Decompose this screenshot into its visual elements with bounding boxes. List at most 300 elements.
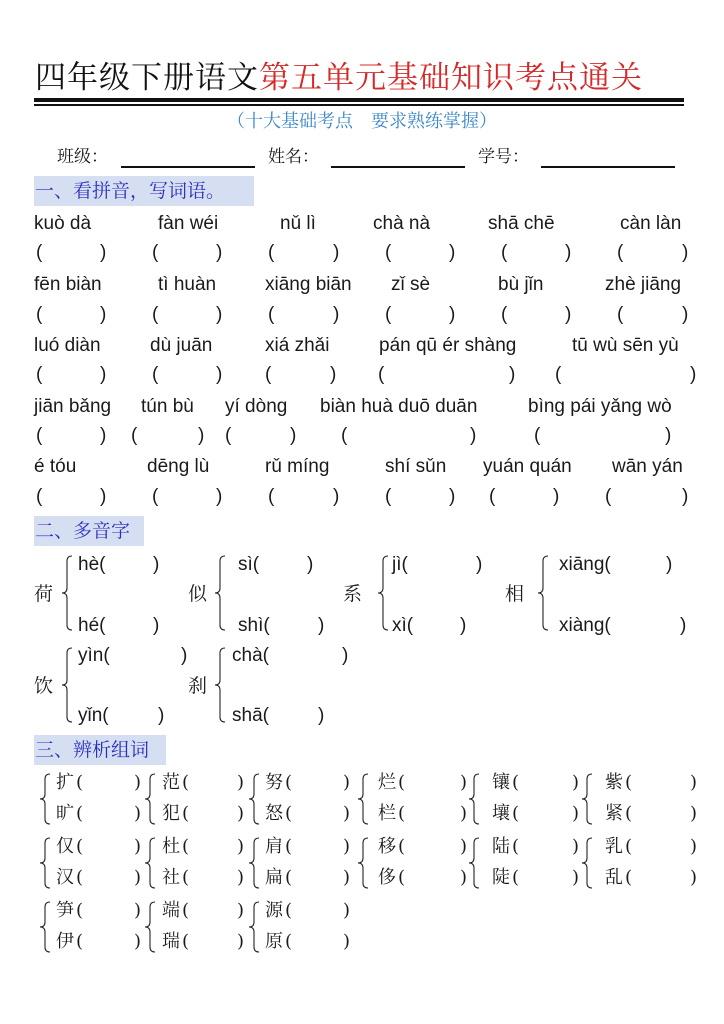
reading-answer-blank[interactable] (238, 553, 317, 577)
subtitle: （十大基础考点 要求熟练掌握） (227, 111, 497, 132)
reading-answer-blank[interactable] (559, 553, 676, 577)
close-paren: ) (682, 304, 689, 325)
answer-blank[interactable] (152, 304, 224, 326)
open-paren: ( (76, 772, 84, 793)
close-paren: ) (460, 615, 467, 636)
pinyin-prompt: bìng pái yǎng wò (528, 396, 672, 417)
word-char: 侈 (378, 867, 396, 888)
pinyin-prompt: zhè jiāng (605, 274, 682, 295)
open-paren: ( (76, 867, 84, 888)
curly-brace-icon (143, 773, 157, 825)
open-paren: ( (285, 772, 293, 793)
reading-answer-blank[interactable] (559, 614, 690, 638)
open-paren: ( (534, 425, 541, 446)
close-paren: ) (690, 867, 698, 888)
reading-answer-blank[interactable] (238, 614, 328, 638)
close-paren: ) (198, 425, 205, 446)
open-paren: ( (285, 867, 293, 888)
close-paren: ) (333, 304, 340, 325)
pinyin-prompt: tì huàn (158, 274, 217, 295)
close-paren: ) (237, 772, 245, 793)
close-paren: ) (318, 705, 325, 726)
reading-pinyin: xiàng( (559, 615, 611, 636)
open-paren: ( (512, 772, 520, 793)
word-char: 扁 (265, 867, 283, 888)
open-paren: ( (76, 931, 84, 952)
class-field[interactable] (121, 166, 255, 168)
curly-brace-icon (580, 837, 594, 889)
word-char: 努 (265, 772, 283, 793)
pinyin-prompt: yuán quán (483, 456, 572, 477)
close-paren: ) (565, 304, 572, 325)
close-paren: ) (237, 803, 245, 824)
name-field[interactable] (331, 166, 465, 168)
open-paren: ( (385, 304, 392, 325)
close-paren: ) (100, 242, 107, 263)
open-paren: ( (36, 425, 43, 446)
close-paren: ) (134, 803, 142, 824)
curly-brace-icon (213, 555, 227, 631)
answer-blank[interactable] (152, 486, 224, 508)
open-paren: ( (625, 772, 633, 793)
curly-brace-icon (38, 901, 52, 953)
word-answer-blank[interactable] (378, 866, 478, 890)
word-char: 仅 (56, 836, 74, 857)
word-answer-blank[interactable] (265, 930, 361, 954)
open-paren: ( (512, 836, 520, 857)
close-paren: ) (216, 486, 223, 507)
word-char: 扩 (56, 772, 74, 793)
close-paren: ) (682, 242, 689, 263)
word-char: 壤 (492, 803, 510, 824)
close-paren: ) (449, 242, 456, 263)
open-paren: ( (285, 931, 293, 952)
close-paren: ) (237, 867, 245, 888)
close-paren: ) (690, 364, 697, 385)
word-answer-blank[interactable] (265, 835, 361, 859)
answer-blank[interactable] (36, 304, 108, 326)
word-answer-blank[interactable] (162, 866, 255, 890)
close-paren: ) (237, 900, 245, 921)
reading-pinyin: yìn( (78, 645, 110, 666)
answer-blank[interactable] (501, 304, 573, 326)
close-paren: ) (572, 803, 580, 824)
word-answer-blank[interactable] (265, 771, 361, 795)
answer-blank[interactable] (268, 486, 341, 508)
close-paren: ) (100, 425, 107, 446)
close-paren: ) (153, 554, 160, 575)
polyphone-char: 饮 (34, 675, 54, 697)
open-paren: ( (617, 242, 624, 263)
pinyin-prompt: é tóu (34, 456, 77, 477)
close-paren: ) (553, 486, 560, 507)
word-answer-blank[interactable] (265, 802, 361, 826)
word-char: 旷 (56, 803, 74, 824)
answer-blank[interactable] (617, 304, 690, 326)
word-answer-blank[interactable] (162, 930, 255, 954)
close-paren: ) (100, 304, 107, 325)
polyphone-char: 似 (188, 583, 208, 605)
word-answer-blank[interactable] (162, 771, 255, 795)
open-paren: ( (152, 304, 159, 325)
word-answer-blank[interactable] (265, 899, 361, 923)
word-char: 陡 (492, 867, 510, 888)
curly-brace-icon (356, 773, 370, 825)
word-answer-blank[interactable] (605, 771, 708, 795)
close-paren: ) (682, 486, 689, 507)
answer-blank[interactable] (36, 486, 108, 508)
close-paren: ) (460, 867, 468, 888)
answer-blank[interactable] (385, 304, 457, 326)
word-answer-blank[interactable] (492, 771, 590, 795)
open-paren: ( (285, 900, 293, 921)
open-paren: ( (76, 836, 84, 857)
close-paren: ) (343, 900, 351, 921)
title-unit: 第五单元基础知识考点通关 (259, 60, 643, 96)
reading-answer-blank[interactable] (78, 614, 163, 638)
word-char: 栏 (378, 803, 396, 824)
pinyin-prompt: wān yán (612, 456, 683, 477)
word-answer-blank[interactable] (56, 930, 152, 954)
close-paren: ) (509, 364, 516, 385)
reading-answer-blank[interactable] (78, 644, 191, 668)
word-char: 犯 (162, 803, 180, 824)
open-paren: ( (182, 900, 190, 921)
reading-pinyin: chà( (232, 645, 269, 666)
word-answer-blank[interactable] (56, 899, 152, 923)
open-paren: ( (182, 836, 190, 857)
pinyin-prompt: kuò dà (34, 213, 92, 234)
word-answer-blank[interactable] (605, 802, 708, 826)
answer-blank[interactable] (225, 425, 298, 447)
close-paren: ) (572, 836, 580, 857)
open-paren: ( (555, 364, 562, 385)
word-char: 笋 (56, 900, 74, 921)
open-paren: ( (398, 867, 406, 888)
curly-brace-icon (467, 773, 481, 825)
close-paren: ) (460, 836, 468, 857)
reading-pinyin: hé( (78, 615, 106, 636)
curly-brace-icon (213, 647, 227, 723)
pinyin-prompt: tún bù (141, 396, 194, 417)
word-answer-blank[interactable] (56, 866, 152, 890)
open-paren: ( (512, 803, 520, 824)
curly-brace-icon (247, 837, 261, 889)
close-paren: ) (470, 425, 477, 446)
word-answer-blank[interactable] (378, 802, 478, 826)
open-paren: ( (76, 900, 84, 921)
close-paren: ) (181, 645, 188, 666)
word-char: 源 (265, 900, 283, 921)
reading-pinyin: shì( (238, 615, 270, 636)
answer-blank[interactable] (385, 486, 457, 508)
pinyin-prompt: xiá zhǎi (265, 335, 330, 356)
pinyin-prompt: fēn biàn (34, 274, 102, 295)
answer-blank[interactable] (378, 364, 517, 386)
section-1-heading: 一、看拼音，写词语。 (34, 176, 254, 206)
pinyin-prompt: rǔ míng (265, 456, 330, 477)
close-paren: ) (330, 364, 337, 385)
word-char: 瑞 (162, 931, 180, 952)
pinyin-prompt: chà nà (373, 213, 431, 234)
curly-brace-icon (60, 555, 74, 631)
close-paren: ) (690, 836, 698, 857)
answer-blank[interactable] (555, 364, 698, 386)
word-char: 杜 (162, 836, 180, 857)
open-paren: ( (489, 486, 496, 507)
open-paren: ( (225, 425, 232, 446)
pinyin-prompt: pán qū ér shàng (379, 335, 517, 356)
close-paren: ) (572, 867, 580, 888)
close-paren: ) (665, 425, 672, 446)
curly-brace-icon (580, 773, 594, 825)
word-char: 社 (162, 867, 180, 888)
answer-blank[interactable] (265, 364, 338, 386)
close-paren: ) (476, 554, 483, 575)
pinyin-prompt: biàn huà duō duān (320, 396, 478, 417)
close-paren: ) (449, 304, 456, 325)
word-char: 乳 (605, 836, 623, 857)
close-paren: ) (100, 486, 107, 507)
close-paren: ) (216, 242, 223, 263)
reading-pinyin: xì( (392, 615, 414, 636)
close-paren: ) (666, 554, 673, 575)
curly-brace-icon (247, 773, 261, 825)
reading-pinyin: sì( (238, 554, 260, 575)
pinyin-prompt: nǔ lì (280, 213, 316, 234)
close-paren: ) (216, 364, 223, 385)
word-answer-blank[interactable] (162, 899, 255, 923)
curly-brace-icon (376, 555, 390, 631)
close-paren: ) (572, 772, 580, 793)
open-paren: ( (378, 364, 385, 385)
open-paren: ( (625, 803, 633, 824)
open-paren: ( (512, 867, 520, 888)
close-paren: ) (290, 425, 297, 446)
student-id-label: 学号： (478, 147, 529, 167)
word-answer-blank[interactable] (492, 835, 590, 859)
page-title (35, 58, 643, 98)
reading-answer-blank[interactable] (78, 704, 168, 728)
polyphone-char: 刹 (188, 675, 208, 697)
open-paren: ( (182, 803, 190, 824)
open-paren: ( (398, 772, 406, 793)
word-answer-blank[interactable] (265, 866, 361, 890)
curly-brace-icon (247, 901, 261, 953)
word-answer-blank[interactable] (378, 835, 478, 859)
answer-blank[interactable] (268, 304, 341, 326)
close-paren: ) (153, 615, 160, 636)
pinyin-prompt: dēng lù (147, 456, 210, 477)
word-char: 端 (162, 900, 180, 921)
open-paren: ( (398, 803, 406, 824)
close-paren: ) (216, 304, 223, 325)
open-paren: ( (501, 304, 508, 325)
open-paren: ( (268, 486, 275, 507)
word-char: 原 (265, 931, 283, 952)
word-char: 陆 (492, 836, 510, 857)
polyphone-char: 荷 (34, 583, 54, 605)
curly-brace-icon (467, 837, 481, 889)
curly-brace-icon (38, 837, 52, 889)
reading-answer-blank[interactable] (392, 553, 486, 577)
word-answer-blank[interactable] (605, 866, 708, 890)
close-paren: ) (318, 615, 325, 636)
word-char: 怒 (265, 803, 283, 824)
word-answer-blank[interactable] (56, 835, 152, 859)
word-answer-blank[interactable] (162, 802, 255, 826)
curly-brace-icon (143, 901, 157, 953)
close-paren: ) (343, 836, 351, 857)
open-paren: ( (625, 836, 633, 857)
open-paren: ( (152, 364, 159, 385)
close-paren: ) (134, 867, 142, 888)
open-paren: ( (36, 304, 43, 325)
pinyin-prompt: xiāng biān (265, 274, 352, 295)
curly-brace-icon (38, 773, 52, 825)
open-paren: ( (182, 867, 190, 888)
pinyin-prompt: shí sǔn (385, 456, 447, 477)
word-answer-blank[interactable] (492, 802, 590, 826)
pinyin-prompt: luó diàn (34, 335, 101, 356)
answer-blank[interactable] (534, 425, 673, 447)
section-2-heading: 二、多音字 (34, 516, 144, 546)
open-paren: ( (36, 364, 43, 385)
close-paren: ) (690, 772, 698, 793)
close-paren: ) (134, 772, 142, 793)
open-paren: ( (152, 242, 159, 263)
open-paren: ( (285, 836, 293, 857)
close-paren: ) (343, 867, 351, 888)
word-answer-blank[interactable] (378, 771, 478, 795)
reading-answer-blank[interactable] (232, 704, 328, 728)
close-paren: ) (460, 803, 468, 824)
word-char: 范 (162, 772, 180, 793)
open-paren: ( (625, 867, 633, 888)
student-id-field[interactable] (541, 166, 675, 168)
close-paren: ) (237, 931, 245, 952)
curly-brace-icon (356, 837, 370, 889)
section-3-heading: 三、辨析组词 (34, 735, 166, 765)
answer-blank[interactable] (152, 364, 224, 386)
reading-pinyin: jì( (392, 554, 408, 575)
close-paren: ) (343, 803, 351, 824)
open-paren: ( (285, 803, 293, 824)
pinyin-prompt: tū wù sēn yù (572, 335, 679, 356)
reading-pinyin: hè( (78, 554, 106, 575)
close-paren: ) (333, 486, 340, 507)
curly-brace-icon (143, 837, 157, 889)
reading-pinyin: xiāng( (559, 554, 611, 575)
close-paren: ) (565, 242, 572, 263)
pinyin-prompt: shā chē (488, 213, 555, 234)
close-paren: ) (343, 772, 351, 793)
answer-blank[interactable] (617, 242, 690, 264)
open-paren: ( (36, 242, 43, 263)
open-paren: ( (268, 242, 275, 263)
word-char: 烂 (378, 772, 396, 793)
open-paren: ( (131, 425, 138, 446)
reading-answer-blank[interactable] (78, 553, 163, 577)
answer-blank[interactable] (131, 425, 206, 447)
word-char: 肩 (265, 836, 283, 857)
pinyin-prompt: yí dòng (225, 396, 288, 417)
word-char: 乱 (605, 867, 623, 888)
curly-brace-icon (60, 647, 74, 723)
pinyin-prompt: zǐ sè (391, 274, 431, 295)
pinyin-prompt: jiān bǎng (34, 396, 112, 417)
pinyin-prompt: dù juān (150, 335, 213, 356)
answer-blank[interactable] (501, 242, 573, 264)
word-answer-blank[interactable] (492, 866, 590, 890)
word-char: 紧 (605, 803, 623, 824)
word-answer-blank[interactable] (56, 802, 152, 826)
polyphone-char: 系 (343, 583, 363, 605)
open-paren: ( (76, 803, 84, 824)
answer-blank[interactable] (36, 242, 108, 264)
pinyin-prompt: fàn wéi (158, 213, 219, 234)
close-paren: ) (134, 931, 142, 952)
answer-blank[interactable] (268, 242, 341, 264)
open-paren: ( (501, 242, 508, 263)
close-paren: ) (680, 615, 687, 636)
answer-blank[interactable] (36, 364, 108, 386)
word-answer-blank[interactable] (162, 835, 255, 859)
close-paren: ) (343, 931, 351, 952)
answer-blank[interactable] (152, 242, 224, 264)
answer-blank[interactable] (36, 425, 108, 447)
word-answer-blank[interactable] (605, 835, 708, 859)
title-rule-thin (34, 104, 684, 106)
polyphone-char: 相 (505, 583, 525, 605)
close-paren: ) (307, 554, 314, 575)
open-paren: ( (398, 836, 406, 857)
close-paren: ) (237, 836, 245, 857)
class-label: 班级： (57, 147, 108, 167)
open-paren: ( (385, 242, 392, 263)
name-label: 姓名： (268, 147, 319, 167)
pinyin-prompt: càn làn (620, 213, 682, 234)
word-answer-blank[interactable] (56, 771, 152, 795)
open-paren: ( (385, 486, 392, 507)
word-char: 汉 (56, 867, 74, 888)
word-char: 移 (378, 836, 396, 857)
reading-pinyin: shā( (232, 705, 269, 726)
close-paren: ) (690, 803, 698, 824)
reading-answer-blank[interactable] (392, 614, 470, 638)
answer-blank[interactable] (489, 486, 561, 508)
word-char: 伊 (56, 931, 74, 952)
open-paren: ( (152, 486, 159, 507)
close-paren: ) (342, 645, 349, 666)
close-paren: ) (134, 836, 142, 857)
reading-pinyin: yǐn( (78, 705, 109, 726)
pinyin-prompt: bù jǐn (498, 274, 544, 295)
title-rule-thick (34, 98, 684, 102)
open-paren: ( (617, 304, 624, 325)
answer-blank[interactable] (341, 425, 478, 447)
close-paren: ) (460, 772, 468, 793)
word-char: 镶 (492, 772, 510, 793)
open-paren: ( (605, 486, 612, 507)
answer-blank[interactable] (605, 486, 690, 508)
reading-answer-blank[interactable] (232, 644, 352, 668)
answer-blank[interactable] (385, 242, 457, 264)
close-paren: ) (100, 364, 107, 385)
open-paren: ( (36, 486, 43, 507)
word-char: 紫 (605, 772, 623, 793)
open-paren: ( (182, 931, 190, 952)
